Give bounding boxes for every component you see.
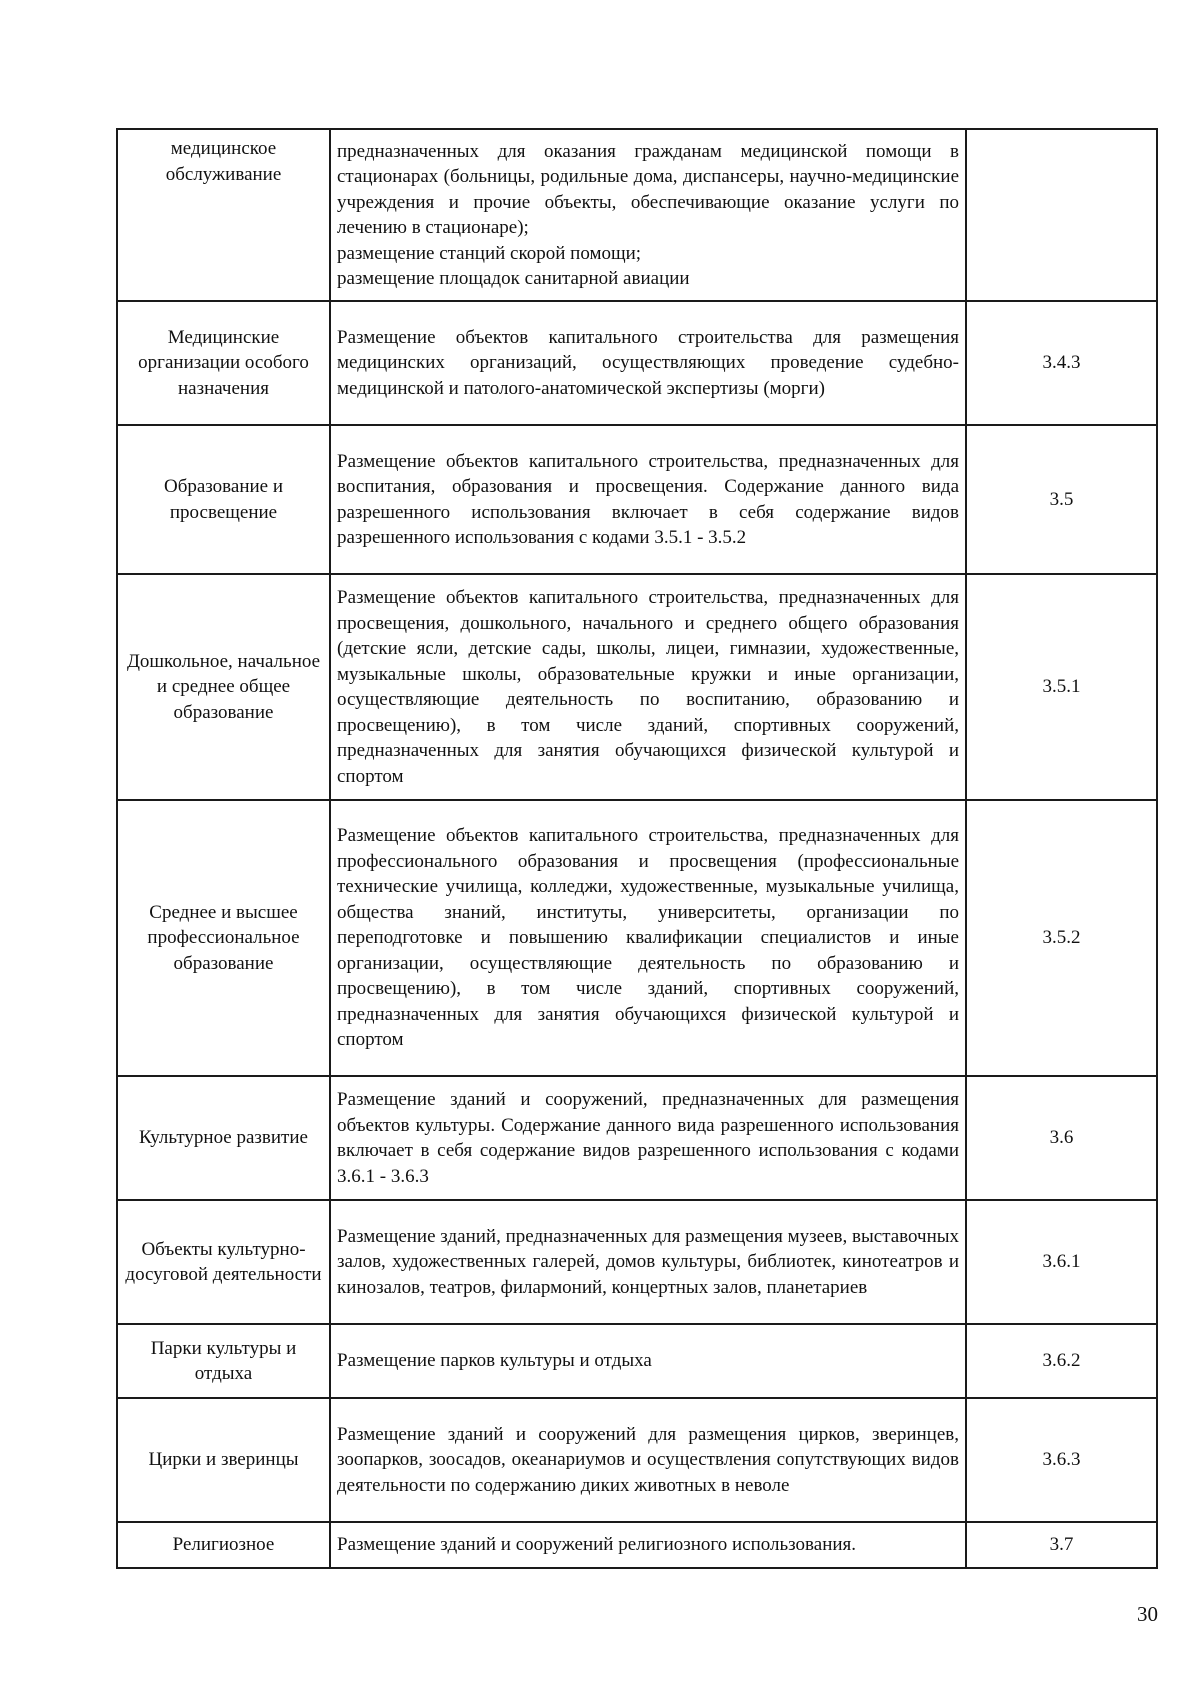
use-type-description: Размещение зданий и сооружений для размещения цирков, зверинцев, зоопарков, зоосадов, океанариумов и осуществления сопутствующих видов деятельности по содержанию диких животных в неволе — [330, 1398, 966, 1522]
use-type-name: Образование и просвещение — [117, 425, 330, 574]
use-type-description — [330, 129, 966, 301]
table-row — [117, 574, 1157, 800]
use-type-description: Размещение зданий и сооружений, предназначенных для размещения объектов культуры. Содержание данного вида разрешенного использования включает в себя содержание видов разрешенного использования с кодами 3.6.1 - 3.6.3 — [330, 1076, 966, 1200]
use-type-description: Размещение зданий, предназначенных для размещения музеев, выставочных залов, художественных галерей, домов культуры, библиотек, кинотеатров и кинозалов, театров, филармоний, концертных залов, планетариев — [330, 1200, 966, 1324]
use-type-name: Медицинские организации особого назначения — [117, 301, 330, 425]
use-type-code — [966, 129, 1157, 301]
use-type-code: 3.7 — [966, 1522, 1157, 1568]
table-row — [117, 425, 1157, 574]
description-line: размещение площадок санитарной авиации — [337, 268, 690, 289]
use-type-description: Размещение зданий и сооружений религиозного использования. — [330, 1522, 966, 1568]
page-number: 30 — [1137, 1602, 1158, 1626]
description-line: предназначенных для оказания гражданам медицинской помощи в стационарах (больницы, родильные дома, диспансеры, научно-медицинские учреждения и прочие объекты, обеспечивающие оказание услуги по лечению в стационаре); — [337, 140, 959, 238]
table-row — [117, 1200, 1157, 1324]
land-use-table — [116, 128, 1158, 1569]
use-type-description: Размещение объектов капитального строительства, предназначенных для воспитания, образования и просвещения. Содержание данного вида разрешенного использования включает в себя содержание видов разрешенного использования с кодами 3.5.1 - 3.5.2 — [330, 425, 966, 574]
table-row — [117, 1398, 1157, 1522]
table-row — [117, 800, 1157, 1076]
use-type-description: Размещение парков культуры и отдыха — [330, 1324, 966, 1398]
use-type-code: 3.6.2 — [966, 1324, 1157, 1398]
use-type-name: Среднее и высшее профессиональное образование — [117, 800, 330, 1076]
use-type-code: 3.5 — [966, 425, 1157, 574]
use-type-description: Размещение объектов капитального строительства для размещения медицинских организаций, осуществляющих проведение судебно-медицинской и патолого-анатомической экспертизы (морги) — [330, 301, 966, 425]
use-type-code: 3.5.2 — [966, 800, 1157, 1076]
table-row — [117, 129, 1157, 301]
use-type-code: 3.4.3 — [966, 301, 1157, 425]
use-type-code: 3.6 — [966, 1076, 1157, 1200]
use-type-name: Парки культуры и отдыха — [117, 1324, 330, 1398]
use-type-description: Размещение объектов капитального строительства, предназначенных для профессионального образования и просвещения (профессиональные технические училища, колледжи, художественные, музыкальные училища, общества знаний, институты, университеты, организации по переподготовке и повышению квалификации специалистов и иные организации, осуществляющие деятельность по образованию и просвещению), в том числе зданий, спортивных сооружений, предназначенных для занятия обучающихся физической культурой и спортом — [330, 800, 966, 1076]
table-row — [117, 1522, 1157, 1568]
use-type-code: 3.5.1 — [966, 574, 1157, 800]
use-type-name: медицинское обслуживание — [117, 129, 330, 301]
use-type-code: 3.6.3 — [966, 1398, 1157, 1522]
use-type-code: 3.6.1 — [966, 1200, 1157, 1324]
use-type-name: Цирки и зверинцы — [117, 1398, 330, 1522]
use-type-description: Размещение объектов капитального строительства, предназначенных для просвещения, дошкольного, начального и среднего общего образования (детские ясли, детские сады, школы, лицеи, гимназии, художественные, музыкальные школы, образовательные кружки и иные организации, осуществляющие деятельность по воспитанию, образованию и просвещению), в том числе зданий, спортивных сооружений, предназначенных для занятия обучающихся физической культурой и спортом — [330, 574, 966, 800]
description-line: размещение станций скорой помощи; — [337, 242, 642, 264]
table-row — [117, 1324, 1157, 1398]
table-row — [117, 1076, 1157, 1200]
use-type-name: Объекты культурно-досуговой деятельности — [117, 1200, 330, 1324]
use-type-name: Религиозное — [117, 1522, 330, 1568]
table-row — [117, 301, 1157, 425]
use-type-name: Дошкольное, начальное и среднее общее образование — [117, 574, 330, 800]
use-type-name: Культурное развитие — [117, 1076, 330, 1200]
